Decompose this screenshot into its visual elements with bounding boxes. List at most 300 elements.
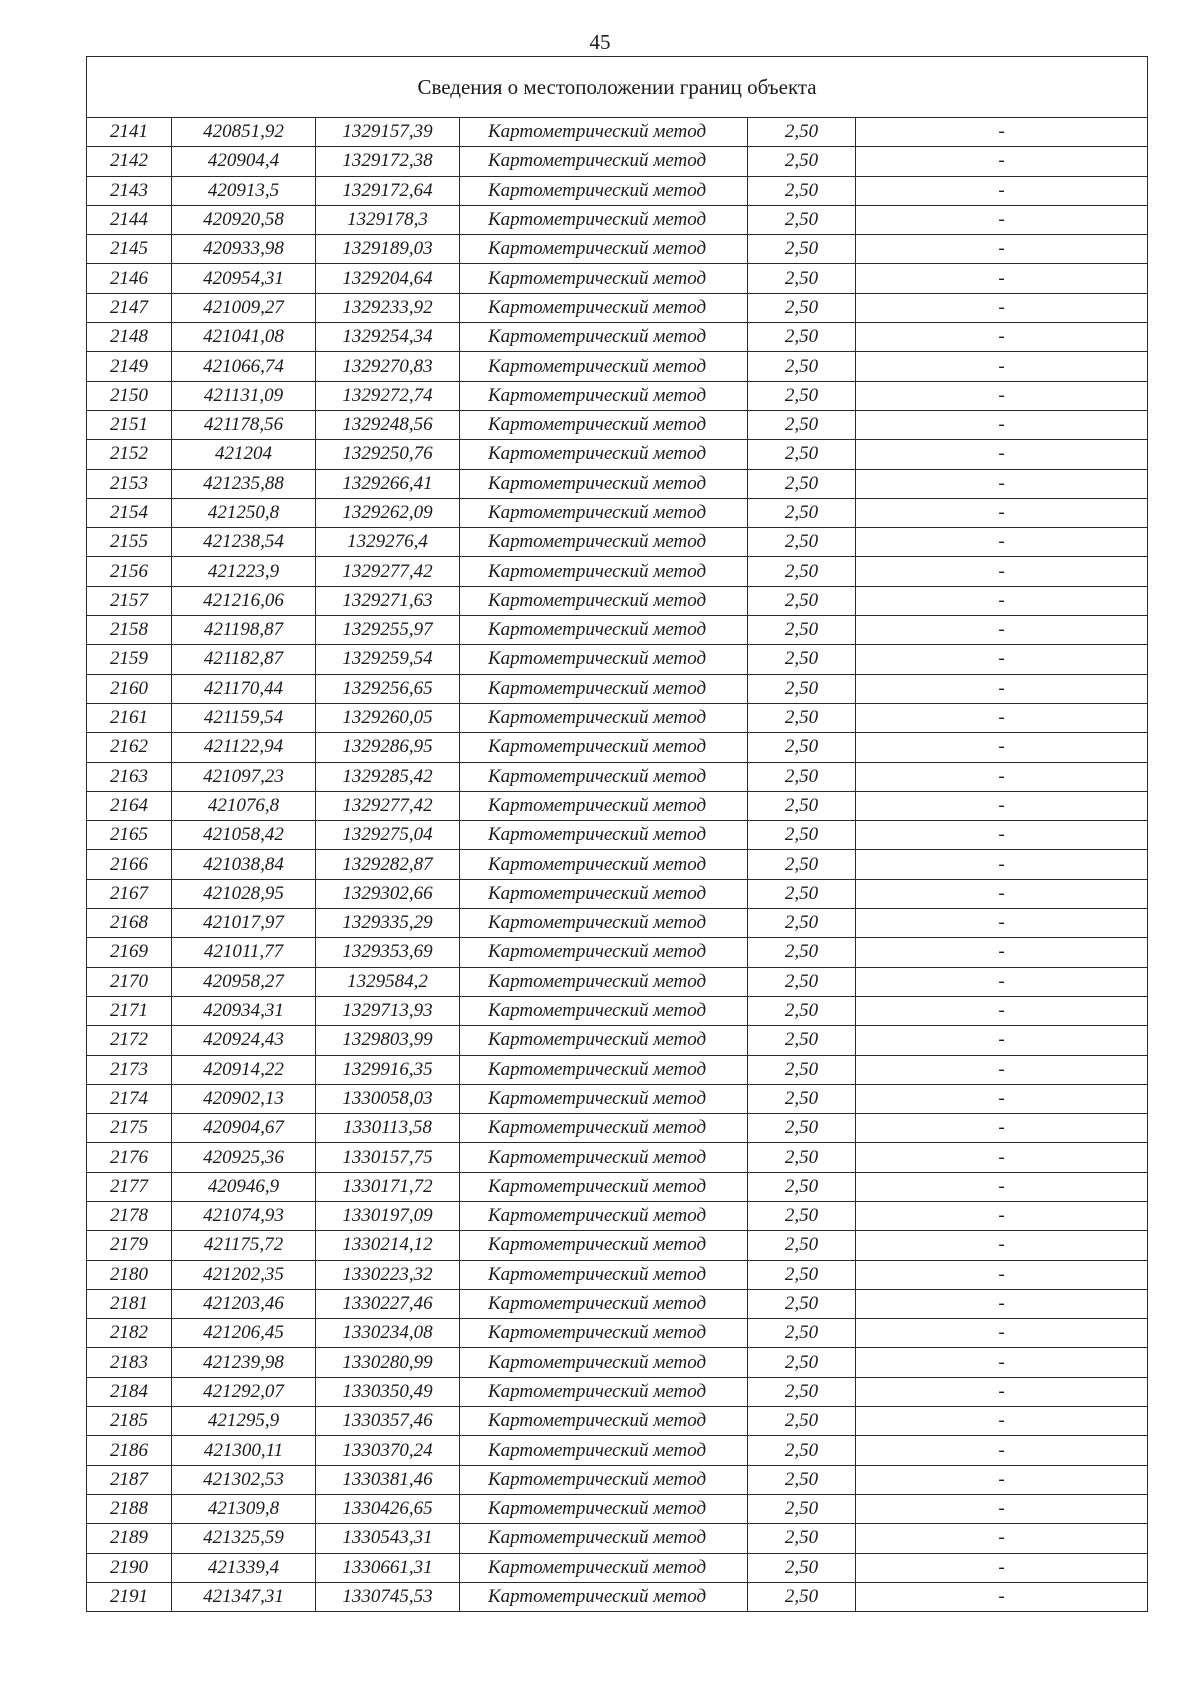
point-number-cell: 2175 bbox=[87, 1114, 172, 1143]
description-cell: - bbox=[856, 1260, 1148, 1289]
description-cell: - bbox=[856, 1084, 1148, 1113]
x-coordinate-cell: 421009,27 bbox=[172, 293, 316, 322]
accuracy-cell: 2,50 bbox=[748, 498, 856, 527]
y-coordinate-cell: 1329157,39 bbox=[316, 118, 460, 147]
accuracy-cell: 2,50 bbox=[748, 1553, 856, 1582]
table-row bbox=[87, 821, 1148, 850]
description-cell: - bbox=[856, 616, 1148, 645]
x-coordinate-cell: 421239,98 bbox=[172, 1348, 316, 1377]
description-cell: - bbox=[856, 1465, 1148, 1494]
point-number-cell: 2165 bbox=[87, 821, 172, 850]
point-number-cell: 2174 bbox=[87, 1084, 172, 1113]
method-cell: Картометрический метод bbox=[460, 352, 748, 381]
description-cell: - bbox=[856, 821, 1148, 850]
table-row bbox=[87, 1143, 1148, 1172]
method-cell: Картометрический метод bbox=[460, 821, 748, 850]
x-coordinate-cell: 420920,58 bbox=[172, 205, 316, 234]
description-cell: - bbox=[856, 1201, 1148, 1230]
accuracy-cell: 2,50 bbox=[748, 879, 856, 908]
point-number-cell: 2180 bbox=[87, 1260, 172, 1289]
method-cell: Картометрический метод bbox=[460, 235, 748, 264]
method-cell: Картометрический метод bbox=[460, 879, 748, 908]
point-number-cell: 2152 bbox=[87, 440, 172, 469]
point-number-cell: 2143 bbox=[87, 176, 172, 205]
method-cell: Картометрический метод bbox=[460, 762, 748, 791]
description-cell: - bbox=[856, 645, 1148, 674]
method-cell: Картометрический метод bbox=[460, 1055, 748, 1084]
method-cell: Картометрический метод bbox=[460, 1289, 748, 1318]
x-coordinate-cell: 421339,4 bbox=[172, 1553, 316, 1582]
x-coordinate-cell: 421011,77 bbox=[172, 938, 316, 967]
table-row bbox=[87, 1436, 1148, 1465]
accuracy-cell: 2,50 bbox=[748, 352, 856, 381]
y-coordinate-cell: 1329916,35 bbox=[316, 1055, 460, 1084]
method-cell: Картометрический метод bbox=[460, 323, 748, 352]
x-coordinate-cell: 420924,43 bbox=[172, 1026, 316, 1055]
accuracy-cell: 2,50 bbox=[748, 1084, 856, 1113]
y-coordinate-cell: 1329302,66 bbox=[316, 879, 460, 908]
method-cell: Картометрический метод bbox=[460, 498, 748, 527]
accuracy-cell: 2,50 bbox=[748, 1436, 856, 1465]
x-coordinate-cell: 421038,84 bbox=[172, 850, 316, 879]
accuracy-cell: 2,50 bbox=[748, 264, 856, 293]
method-cell: Картометрический метод bbox=[460, 1114, 748, 1143]
y-coordinate-cell: 1330350,49 bbox=[316, 1377, 460, 1406]
description-cell: - bbox=[856, 557, 1148, 586]
method-cell: Картометрический метод bbox=[460, 528, 748, 557]
accuracy-cell: 2,50 bbox=[748, 762, 856, 791]
table-row bbox=[87, 1084, 1148, 1113]
y-coordinate-cell: 1330381,46 bbox=[316, 1465, 460, 1494]
description-cell: - bbox=[856, 703, 1148, 732]
y-coordinate-cell: 1330357,46 bbox=[316, 1407, 460, 1436]
point-number-cell: 2168 bbox=[87, 909, 172, 938]
method-cell: Картометрический метод bbox=[460, 1319, 748, 1348]
accuracy-cell: 2,50 bbox=[748, 528, 856, 557]
y-coordinate-cell: 1329255,97 bbox=[316, 616, 460, 645]
table-row bbox=[87, 440, 1148, 469]
description-cell: - bbox=[856, 879, 1148, 908]
point-number-cell: 2153 bbox=[87, 469, 172, 498]
y-coordinate-cell: 1330157,75 bbox=[316, 1143, 460, 1172]
method-cell: Картометрический метод bbox=[460, 176, 748, 205]
accuracy-cell: 2,50 bbox=[748, 1026, 856, 1055]
accuracy-cell: 2,50 bbox=[748, 1172, 856, 1201]
table-row bbox=[87, 557, 1148, 586]
point-number-cell: 2167 bbox=[87, 879, 172, 908]
table-title-row bbox=[87, 57, 1148, 118]
method-cell: Картометрический метод bbox=[460, 293, 748, 322]
table-row bbox=[87, 1289, 1148, 1318]
point-number-cell: 2146 bbox=[87, 264, 172, 293]
table-row bbox=[87, 205, 1148, 234]
description-cell: - bbox=[856, 967, 1148, 996]
table-row bbox=[87, 938, 1148, 967]
description-cell: - bbox=[856, 996, 1148, 1025]
accuracy-cell: 2,50 bbox=[748, 674, 856, 703]
accuracy-cell: 2,50 bbox=[748, 967, 856, 996]
x-coordinate-cell: 421206,45 bbox=[172, 1319, 316, 1348]
description-cell: - bbox=[856, 323, 1148, 352]
point-number-cell: 2185 bbox=[87, 1407, 172, 1436]
accuracy-cell: 2,50 bbox=[748, 703, 856, 732]
description-cell: - bbox=[856, 674, 1148, 703]
point-number-cell: 2161 bbox=[87, 703, 172, 732]
table-row bbox=[87, 147, 1148, 176]
method-cell: Картометрический метод bbox=[460, 1231, 748, 1260]
y-coordinate-cell: 1330234,08 bbox=[316, 1319, 460, 1348]
y-coordinate-cell: 1330745,53 bbox=[316, 1582, 460, 1611]
accuracy-cell: 2,50 bbox=[748, 1055, 856, 1084]
accuracy-cell: 2,50 bbox=[748, 1289, 856, 1318]
table-row bbox=[87, 1319, 1148, 1348]
description-cell: - bbox=[856, 1114, 1148, 1143]
table-row bbox=[87, 176, 1148, 205]
y-coordinate-cell: 1329285,42 bbox=[316, 762, 460, 791]
description-cell: - bbox=[856, 498, 1148, 527]
table-row bbox=[87, 1201, 1148, 1230]
table-row bbox=[87, 791, 1148, 820]
y-coordinate-cell: 1330058,03 bbox=[316, 1084, 460, 1113]
table-row bbox=[87, 1348, 1148, 1377]
accuracy-cell: 2,50 bbox=[748, 1348, 856, 1377]
y-coordinate-cell: 1329172,38 bbox=[316, 147, 460, 176]
method-cell: Картометрический метод bbox=[460, 1143, 748, 1172]
table-row bbox=[87, 616, 1148, 645]
point-number-cell: 2147 bbox=[87, 293, 172, 322]
x-coordinate-cell: 421292,07 bbox=[172, 1377, 316, 1406]
method-cell: Картометрический метод bbox=[460, 1407, 748, 1436]
point-number-cell: 2181 bbox=[87, 1289, 172, 1318]
accuracy-cell: 2,50 bbox=[748, 1231, 856, 1260]
point-number-cell: 2141 bbox=[87, 118, 172, 147]
description-cell: - bbox=[856, 1143, 1148, 1172]
accuracy-cell: 2,50 bbox=[748, 1260, 856, 1289]
accuracy-cell: 2,50 bbox=[748, 1377, 856, 1406]
point-number-cell: 2166 bbox=[87, 850, 172, 879]
table-row bbox=[87, 1465, 1148, 1494]
y-coordinate-cell: 1329286,95 bbox=[316, 733, 460, 762]
description-cell: - bbox=[856, 733, 1148, 762]
method-cell: Картометрический метод bbox=[460, 1084, 748, 1113]
coordinates-sheet bbox=[86, 56, 1147, 1612]
x-coordinate-cell: 421300,11 bbox=[172, 1436, 316, 1465]
method-cell: Картометрический метод bbox=[460, 1348, 748, 1377]
table-row bbox=[87, 1172, 1148, 1201]
accuracy-cell: 2,50 bbox=[748, 147, 856, 176]
accuracy-cell: 2,50 bbox=[748, 557, 856, 586]
accuracy-cell: 2,50 bbox=[748, 1494, 856, 1523]
description-cell: - bbox=[856, 1319, 1148, 1348]
y-coordinate-cell: 1329250,76 bbox=[316, 440, 460, 469]
point-number-cell: 2177 bbox=[87, 1172, 172, 1201]
method-cell: Картометрический метод bbox=[460, 1582, 748, 1611]
method-cell: Картометрический метод bbox=[460, 410, 748, 439]
x-coordinate-cell: 420958,27 bbox=[172, 967, 316, 996]
description-cell: - bbox=[856, 176, 1148, 205]
method-cell: Картометрический метод bbox=[460, 791, 748, 820]
table-row bbox=[87, 323, 1148, 352]
description-cell: - bbox=[856, 147, 1148, 176]
method-cell: Картометрический метод bbox=[460, 586, 748, 615]
accuracy-cell: 2,50 bbox=[748, 909, 856, 938]
x-coordinate-cell: 421028,95 bbox=[172, 879, 316, 908]
x-coordinate-cell: 421178,56 bbox=[172, 410, 316, 439]
method-cell: Картометрический метод bbox=[460, 264, 748, 293]
table-row bbox=[87, 1582, 1148, 1611]
x-coordinate-cell: 421238,54 bbox=[172, 528, 316, 557]
point-number-cell: 2156 bbox=[87, 557, 172, 586]
y-coordinate-cell: 1329266,41 bbox=[316, 469, 460, 498]
x-coordinate-cell: 421309,8 bbox=[172, 1494, 316, 1523]
accuracy-cell: 2,50 bbox=[748, 235, 856, 264]
y-coordinate-cell: 1329256,65 bbox=[316, 674, 460, 703]
description-cell: - bbox=[856, 440, 1148, 469]
x-coordinate-cell: 421017,97 bbox=[172, 909, 316, 938]
table-title: Сведения о местоположении границ объекта bbox=[87, 57, 1148, 118]
point-number-cell: 2170 bbox=[87, 967, 172, 996]
point-number-cell: 2163 bbox=[87, 762, 172, 791]
table-row bbox=[87, 410, 1148, 439]
table-row bbox=[87, 674, 1148, 703]
point-number-cell: 2155 bbox=[87, 528, 172, 557]
y-coordinate-cell: 1330197,09 bbox=[316, 1201, 460, 1230]
accuracy-cell: 2,50 bbox=[748, 791, 856, 820]
y-coordinate-cell: 1330426,65 bbox=[316, 1494, 460, 1523]
x-coordinate-cell: 421041,08 bbox=[172, 323, 316, 352]
accuracy-cell: 2,50 bbox=[748, 1407, 856, 1436]
point-number-cell: 2187 bbox=[87, 1465, 172, 1494]
method-cell: Картометрический метод bbox=[460, 205, 748, 234]
y-coordinate-cell: 1329803,99 bbox=[316, 1026, 460, 1055]
description-cell: - bbox=[856, 938, 1148, 967]
x-coordinate-cell: 421203,46 bbox=[172, 1289, 316, 1318]
method-cell: Картометрический метод bbox=[460, 1260, 748, 1289]
point-number-cell: 2148 bbox=[87, 323, 172, 352]
method-cell: Картометрический метод bbox=[460, 440, 748, 469]
x-coordinate-cell: 421204 bbox=[172, 440, 316, 469]
point-number-cell: 2182 bbox=[87, 1319, 172, 1348]
table-row bbox=[87, 381, 1148, 410]
table-row bbox=[87, 850, 1148, 879]
point-number-cell: 2186 bbox=[87, 1436, 172, 1465]
accuracy-cell: 2,50 bbox=[748, 293, 856, 322]
description-cell: - bbox=[856, 410, 1148, 439]
y-coordinate-cell: 1329204,64 bbox=[316, 264, 460, 293]
y-coordinate-cell: 1329275,04 bbox=[316, 821, 460, 850]
point-number-cell: 2173 bbox=[87, 1055, 172, 1084]
y-coordinate-cell: 1329584,2 bbox=[316, 967, 460, 996]
table-row bbox=[87, 879, 1148, 908]
method-cell: Картометрический метод bbox=[460, 967, 748, 996]
table-row bbox=[87, 293, 1148, 322]
y-coordinate-cell: 1330223,32 bbox=[316, 1260, 460, 1289]
point-number-cell: 2183 bbox=[87, 1348, 172, 1377]
description-cell: - bbox=[856, 118, 1148, 147]
description-cell: - bbox=[856, 1524, 1148, 1553]
table-row bbox=[87, 967, 1148, 996]
x-coordinate-cell: 421170,44 bbox=[172, 674, 316, 703]
point-number-cell: 2176 bbox=[87, 1143, 172, 1172]
x-coordinate-cell: 421250,8 bbox=[172, 498, 316, 527]
point-number-cell: 2157 bbox=[87, 586, 172, 615]
description-cell: - bbox=[856, 586, 1148, 615]
accuracy-cell: 2,50 bbox=[748, 1319, 856, 1348]
point-number-cell: 2190 bbox=[87, 1553, 172, 1582]
x-coordinate-cell: 420914,22 bbox=[172, 1055, 316, 1084]
table-row bbox=[87, 1055, 1148, 1084]
table-row bbox=[87, 703, 1148, 732]
y-coordinate-cell: 1329233,92 bbox=[316, 293, 460, 322]
method-cell: Картометрический метод bbox=[460, 909, 748, 938]
point-number-cell: 2160 bbox=[87, 674, 172, 703]
table-row bbox=[87, 352, 1148, 381]
y-coordinate-cell: 1330227,46 bbox=[316, 1289, 460, 1318]
description-cell: - bbox=[856, 352, 1148, 381]
y-coordinate-cell: 1329713,93 bbox=[316, 996, 460, 1025]
description-cell: - bbox=[856, 1026, 1148, 1055]
x-coordinate-cell: 421216,06 bbox=[172, 586, 316, 615]
method-cell: Картометрический метод bbox=[460, 1201, 748, 1230]
point-number-cell: 2158 bbox=[87, 616, 172, 645]
y-coordinate-cell: 1329277,42 bbox=[316, 557, 460, 586]
method-cell: Картометрический метод bbox=[460, 1026, 748, 1055]
y-coordinate-cell: 1329259,54 bbox=[316, 645, 460, 674]
method-cell: Картометрический метод bbox=[460, 118, 748, 147]
x-coordinate-cell: 421066,74 bbox=[172, 352, 316, 381]
accuracy-cell: 2,50 bbox=[748, 821, 856, 850]
x-coordinate-cell: 420913,5 bbox=[172, 176, 316, 205]
y-coordinate-cell: 1329248,56 bbox=[316, 410, 460, 439]
description-cell: - bbox=[856, 1377, 1148, 1406]
point-number-cell: 2151 bbox=[87, 410, 172, 439]
table-row bbox=[87, 762, 1148, 791]
x-coordinate-cell: 421325,59 bbox=[172, 1524, 316, 1553]
description-cell: - bbox=[856, 1436, 1148, 1465]
description-cell: - bbox=[856, 1055, 1148, 1084]
method-cell: Картометрический метод bbox=[460, 850, 748, 879]
accuracy-cell: 2,50 bbox=[748, 938, 856, 967]
table-row bbox=[87, 733, 1148, 762]
method-cell: Картометрический метод bbox=[460, 557, 748, 586]
x-coordinate-cell: 420933,98 bbox=[172, 235, 316, 264]
table-row bbox=[87, 586, 1148, 615]
description-cell: - bbox=[856, 469, 1148, 498]
y-coordinate-cell: 1330280,99 bbox=[316, 1348, 460, 1377]
y-coordinate-cell: 1330171,72 bbox=[316, 1172, 460, 1201]
description-cell: - bbox=[856, 1494, 1148, 1523]
y-coordinate-cell: 1330370,24 bbox=[316, 1436, 460, 1465]
table-row bbox=[87, 1260, 1148, 1289]
table-row bbox=[87, 118, 1148, 147]
description-cell: - bbox=[856, 235, 1148, 264]
description-cell: - bbox=[856, 264, 1148, 293]
description-cell: - bbox=[856, 1348, 1148, 1377]
method-cell: Картометрический метод bbox=[460, 1524, 748, 1553]
point-number-cell: 2188 bbox=[87, 1494, 172, 1523]
x-coordinate-cell: 421122,94 bbox=[172, 733, 316, 762]
method-cell: Картометрический метод bbox=[460, 381, 748, 410]
boundary-coordinates-table bbox=[86, 56, 1148, 1612]
y-coordinate-cell: 1330214,12 bbox=[316, 1231, 460, 1260]
x-coordinate-cell: 420851,92 bbox=[172, 118, 316, 147]
description-cell: - bbox=[856, 909, 1148, 938]
description-cell: - bbox=[856, 1407, 1148, 1436]
x-coordinate-cell: 420925,36 bbox=[172, 1143, 316, 1172]
accuracy-cell: 2,50 bbox=[748, 850, 856, 879]
description-cell: - bbox=[856, 1582, 1148, 1611]
table-row bbox=[87, 645, 1148, 674]
method-cell: Картометрический метод bbox=[460, 733, 748, 762]
x-coordinate-cell: 420904,4 bbox=[172, 147, 316, 176]
page-number: 45 bbox=[589, 30, 611, 54]
point-number-cell: 2144 bbox=[87, 205, 172, 234]
description-cell: - bbox=[856, 1553, 1148, 1582]
y-coordinate-cell: 1330661,31 bbox=[316, 1553, 460, 1582]
x-coordinate-cell: 421202,35 bbox=[172, 1260, 316, 1289]
x-coordinate-cell: 421074,93 bbox=[172, 1201, 316, 1230]
x-coordinate-cell: 421076,8 bbox=[172, 791, 316, 820]
method-cell: Картометрический метод bbox=[460, 1436, 748, 1465]
accuracy-cell: 2,50 bbox=[748, 410, 856, 439]
table-row bbox=[87, 1026, 1148, 1055]
point-number-cell: 2184 bbox=[87, 1377, 172, 1406]
x-coordinate-cell: 421159,54 bbox=[172, 703, 316, 732]
y-coordinate-cell: 1330113,58 bbox=[316, 1114, 460, 1143]
table-row bbox=[87, 235, 1148, 264]
method-cell: Картометрический метод bbox=[460, 703, 748, 732]
description-cell: - bbox=[856, 791, 1148, 820]
x-coordinate-cell: 421058,42 bbox=[172, 821, 316, 850]
point-number-cell: 2191 bbox=[87, 1582, 172, 1611]
x-coordinate-cell: 421295,9 bbox=[172, 1407, 316, 1436]
accuracy-cell: 2,50 bbox=[748, 733, 856, 762]
table-row bbox=[87, 996, 1148, 1025]
table-row bbox=[87, 1553, 1148, 1582]
method-cell: Картометрический метод bbox=[460, 1172, 748, 1201]
table-row bbox=[87, 498, 1148, 527]
point-number-cell: 2172 bbox=[87, 1026, 172, 1055]
y-coordinate-cell: 1329262,09 bbox=[316, 498, 460, 527]
y-coordinate-cell: 1329335,29 bbox=[316, 909, 460, 938]
accuracy-cell: 2,50 bbox=[748, 1114, 856, 1143]
table-row bbox=[87, 1231, 1148, 1260]
accuracy-cell: 2,50 bbox=[748, 1465, 856, 1494]
description-cell: - bbox=[856, 1289, 1148, 1318]
point-number-cell: 2150 bbox=[87, 381, 172, 410]
description-cell: - bbox=[856, 381, 1148, 410]
point-number-cell: 2169 bbox=[87, 938, 172, 967]
accuracy-cell: 2,50 bbox=[748, 1201, 856, 1230]
point-number-cell: 2149 bbox=[87, 352, 172, 381]
x-coordinate-cell: 420946,9 bbox=[172, 1172, 316, 1201]
table-row bbox=[87, 909, 1148, 938]
point-number-cell: 2178 bbox=[87, 1201, 172, 1230]
accuracy-cell: 2,50 bbox=[748, 469, 856, 498]
y-coordinate-cell: 1329178,3 bbox=[316, 205, 460, 234]
method-cell: Картометрический метод bbox=[460, 996, 748, 1025]
accuracy-cell: 2,50 bbox=[748, 996, 856, 1025]
x-coordinate-cell: 421302,53 bbox=[172, 1465, 316, 1494]
accuracy-cell: 2,50 bbox=[748, 1524, 856, 1553]
point-number-cell: 2159 bbox=[87, 645, 172, 674]
y-coordinate-cell: 1330543,31 bbox=[316, 1524, 460, 1553]
table-row bbox=[87, 469, 1148, 498]
x-coordinate-cell: 421223,9 bbox=[172, 557, 316, 586]
accuracy-cell: 2,50 bbox=[748, 176, 856, 205]
table-row bbox=[87, 528, 1148, 557]
description-cell: - bbox=[856, 1231, 1148, 1260]
